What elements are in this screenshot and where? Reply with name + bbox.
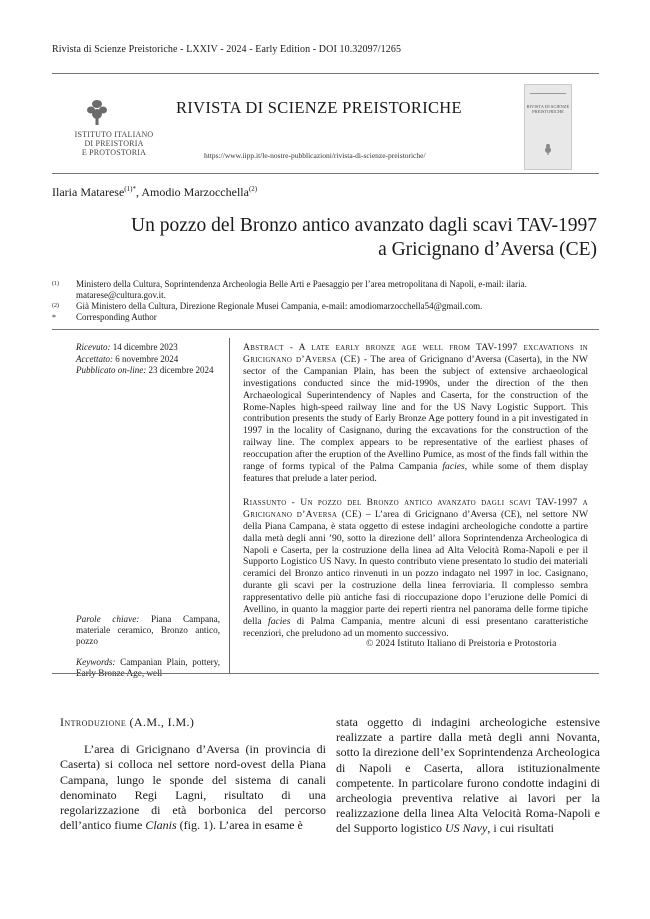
affiliation-text: Corresponding Author bbox=[76, 312, 157, 322]
title-line: a Gricignano d’Aversa (CE) bbox=[378, 239, 597, 260]
article-title bbox=[100, 214, 597, 262]
body-italic: Clanis bbox=[145, 818, 177, 833]
body-paragraph bbox=[60, 742, 326, 833]
received-label: Ricevuto: bbox=[76, 342, 111, 352]
body-column-right bbox=[336, 715, 600, 837]
section-heading: Introduzione (A.M., I.M.) bbox=[60, 715, 195, 729]
masthead-rule bbox=[52, 173, 599, 174]
keywords-en bbox=[76, 657, 220, 679]
author-name: Amodio Marzocchella bbox=[141, 185, 249, 199]
header-rule bbox=[52, 73, 599, 74]
riassunto-italic: facies bbox=[268, 615, 291, 627]
keywords-it-text: Piana Campana, materiale ceramico, Bronzo antico, pozzo bbox=[76, 614, 220, 646]
column-divider bbox=[229, 338, 230, 673]
keywords-block bbox=[76, 614, 220, 689]
journal-url[interactable]: https://www.iipp.it/le-nostre-pubblicazioni/rivista-di-scienze-preistoriche/ bbox=[204, 151, 426, 160]
affiliations bbox=[52, 279, 600, 323]
affiliation-mark: (1) bbox=[52, 281, 59, 287]
body-text: L’area di Gricignano d’Aversa (in provincia di Caserta) si colloca nel settore nord-ovest della Piana Campana, lungo le sponde del sistema di canali denominato Regi Lagni, risultato di una regolarizzazione di età borbonica del percorso dell’antico fiume bbox=[60, 742, 326, 833]
journal-title: RIVISTA DI SCIENZE PREISTORICHE bbox=[176, 98, 462, 117]
body-column-left bbox=[60, 715, 326, 833]
abstract-label: Abstract - A late early bronze age well from TAV-1997 excavations in Gricignano d’Aversa (CE) bbox=[243, 342, 588, 365]
affiliation-text: Già Ministero della Cultura, Direzione Regionale Musei Campania, e-mail: amodiomarzocchella54@gmail.com. bbox=[76, 301, 483, 311]
affiliation-item bbox=[52, 279, 600, 301]
abstract-top-rule bbox=[52, 329, 599, 330]
abstract-text: - The area of Gricignano d’Aversa (Caserta), in the NW sector of the Campanian Plain, has been the subject of extensive archaeological investigations conducted since the mid-1990s, under the direction of the then Archaeological Superintendency of Naples and Caserta, for the construction of the Rome-Naples high-speed railway line and for the US Navy Logistic Support. This contribution presents the study of Early Bronze Age pottery found in a pit investigated in 1997 in the locality of Casignano, during the excavations for the construction of the railway line. The complex appears to be representative of the earliest phases of reoccupation after the eruption of the Avellino Pumice, as most of the finds fall within the range of forms typical of the Palma Campania bbox=[243, 353, 588, 473]
author-separator: , bbox=[135, 185, 142, 199]
published-label: Pubblicato on-line: bbox=[76, 365, 147, 375]
body-italic: US Navy bbox=[445, 821, 488, 836]
published-date bbox=[76, 365, 213, 377]
title-line: Un pozzo del Bronzo antico avanzato dagli scavi TAV-1997 bbox=[131, 215, 597, 236]
author-affiliation-mark: (1)* bbox=[124, 185, 136, 193]
institute-line: ISTITUTO ITALIANO bbox=[74, 130, 154, 139]
riassunto-label: Riassunto - Un pozzo del Bronzo antico avanzato dagli scavi TAV-1997 a Gricignano d’Aversa (CE) bbox=[243, 496, 588, 520]
affiliation-mark: * bbox=[52, 313, 56, 322]
abstract-en bbox=[243, 342, 588, 485]
published-value: 23 dicembre 2024 bbox=[148, 365, 214, 375]
received-date bbox=[76, 342, 213, 354]
cover-title: RIVISTA DI SCIENZE PREISTORICHE bbox=[526, 104, 570, 114]
affiliation-text: Ministero della Cultura, Soprintendenza Archeologia Belle Arti e Paesaggio per l’area metropolitana di Napoli, e-mail: ilaria. matarese@cultura.gov.it. bbox=[76, 279, 527, 300]
author-name: Ilaria Matarese bbox=[52, 185, 125, 199]
accepted-value: 6 novembre 2024 bbox=[115, 353, 179, 364]
riassunto-text: – L’area di Gricignano d’Aversa (CE), nel settore NW della Piana Campana, è stata oggetto di estese indagini archeologiche condotte a partire dalla metà degli anni ’90, sotto la direzione dell’ allora Soprintendenza Archeologica di Napoli e Caserta, per la costruzione della linea ad Alta Velocità Roma-Napoli e per il Supporto Logistico US Navy. In questo contributo viene presentato lo studio dei materiali ceramici del Bronzo antico rinvenuti in un pozzo indagato nel 1997 in loc. Casignano, durante gli scavi per la costruzione della linea ferroviaria. Il complesso sembra rappresentativo delle più antiche fasi di rioccupazione dopo l’eruzione delle Pomici di Avellino, in quanto la maggior parte dei reperti rientra nel panorama delle forme tipiche della bbox=[243, 508, 588, 627]
running-header: Rivista di Scienze Preistoriche - LXXIV - 2024 - Early Edition - DOI 10.32097/1265 bbox=[52, 44, 402, 55]
received-value: 14 dicembre 2023 bbox=[112, 342, 178, 352]
cover-bar bbox=[530, 93, 566, 94]
body-text: (fig. 1). L’area in esame è bbox=[176, 818, 303, 833]
abstract-bottom-rule bbox=[52, 673, 599, 674]
affiliation-item bbox=[52, 312, 600, 323]
institute-name bbox=[64, 130, 164, 157]
abstract-text: , while some of them display features that prelude a later period. bbox=[243, 461, 589, 484]
accepted-date bbox=[76, 354, 213, 366]
abstract-block bbox=[243, 342, 588, 652]
keywords-it bbox=[76, 614, 220, 647]
cover-emblem-icon bbox=[543, 143, 553, 155]
affiliation-mark: (2) bbox=[52, 303, 59, 309]
affiliation-item bbox=[52, 301, 600, 312]
riassunto-text: di Palma Campania, mentre alcuni di essi presentano caratteristiche recenziori, che preludono ad un momento successivo. bbox=[243, 615, 588, 639]
author-affiliation-mark: (2) bbox=[248, 185, 258, 193]
keywords-it-label: Parole chiave: bbox=[76, 614, 140, 624]
institute-emblem-icon bbox=[82, 96, 112, 126]
body-text: stata oggetto di indagini archeologiche estensive realizzate a partire dalla metà degli anni Novanta, sotto la direzione dell’ex Soprintendenza Archeologica di Napoli e Caserta, allora istituzionalmente competente. In particolare furono condotte indagini di archeologia preventiva relative ai lavori per la realizzazione della linea Alta Velocità Roma-Napoli e del Supporto logistico bbox=[336, 715, 600, 836]
institute-line: DI PREISTORIA bbox=[84, 139, 144, 148]
abstract-italic: facies bbox=[442, 461, 465, 473]
abstract-it bbox=[243, 497, 588, 640]
body-text: , i cui risultati bbox=[487, 821, 554, 836]
keywords-en-text: Campanian Plain, pottery, Early Bronze Age, well bbox=[76, 657, 220, 678]
accepted-label: Accettato: bbox=[76, 353, 113, 364]
publication-dates bbox=[76, 342, 213, 377]
author-list bbox=[52, 185, 257, 200]
keywords-en-label: Keywords: bbox=[76, 657, 116, 667]
body-paragraph bbox=[336, 715, 600, 837]
journal-cover-thumbnail bbox=[524, 84, 572, 170]
copyright-notice: © 2024 Istituto Italiano di Preistoria e Protostoria bbox=[366, 638, 557, 649]
institute-line: E PROTOSTORIA bbox=[81, 148, 147, 157]
